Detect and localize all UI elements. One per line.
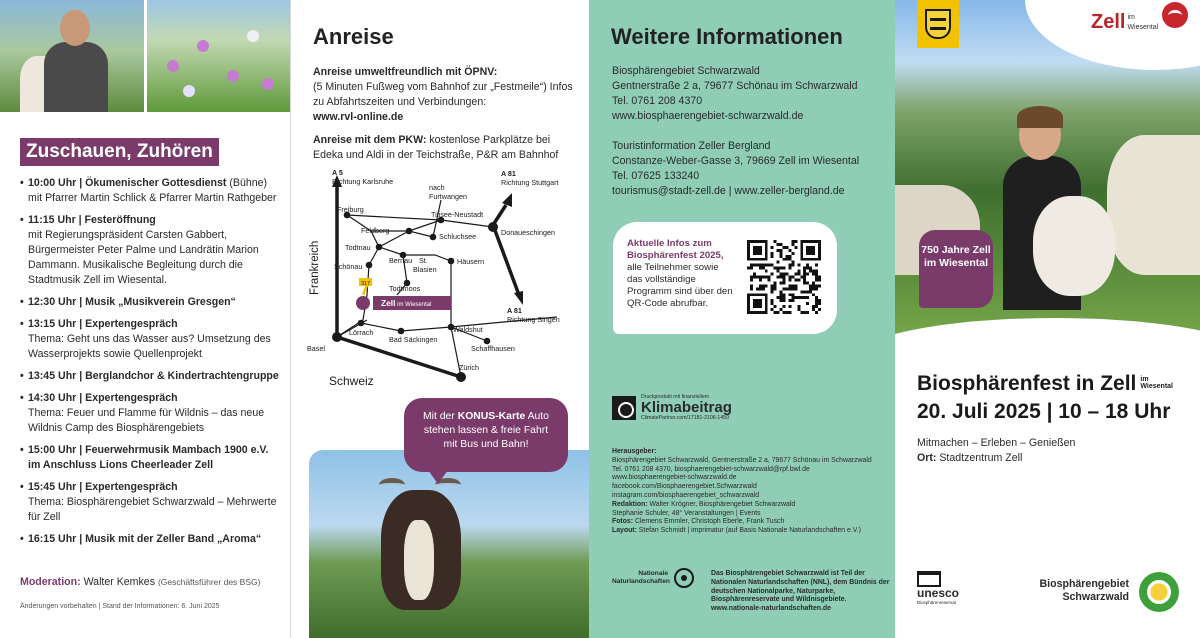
map-city: Todtnau: [345, 243, 371, 252]
header-photos: [0, 0, 291, 112]
map-city: Titisee-Neustadt: [431, 210, 484, 219]
map-country-france: Frankreich: [309, 240, 321, 295]
zell-logo: [1091, 8, 1188, 34]
climate-partner-icon: [612, 396, 636, 420]
map-city: Feldberg: [361, 226, 390, 235]
fest-title-sup1: im: [1140, 376, 1149, 383]
ort-value: Stadtzentrum Zell: [936, 452, 1023, 464]
map-city: Schaffhausen: [471, 344, 515, 353]
bsg-logo-label: Biosphärengebiet Schwarzwald: [1039, 578, 1129, 603]
schedule-item: [20, 391, 282, 436]
map-city: Lörrach: [349, 328, 374, 337]
pkw-text: kostenlose Parkplätze bei Edeka und Aldi in der Teichstraße, P&R am Bahnhof: [313, 134, 559, 161]
schedule-detail: mit Pfarrer Martin Schlick & Pfarrer Martin Rathgeber: [28, 192, 277, 204]
map-label: nach: [429, 183, 445, 192]
qr-card: [613, 222, 837, 334]
anniversary-badge: 750 Jahre Zell im Wiesental: [919, 230, 993, 308]
route-map: [301, 165, 581, 397]
map-label: Richtung Stuttgart: [501, 178, 559, 187]
konus-bubble: [404, 398, 568, 472]
schedule-item: [20, 480, 282, 525]
nnl-text: Das Biosphärengebiet Schwarzwald ist Teil der Nationalen Naturlandschaften (NNL), dem Bündnis der deutschen Nationalparke, Naturparke, Biosphärenreservate und Wildnisgebiete. www.nationale-naturlandschaften.de: [711, 570, 890, 613]
nnl-icon: [674, 568, 694, 588]
state-coat-of-arms-icon: [917, 0, 959, 48]
map-label: A 81: [501, 169, 516, 178]
pkw-label: Anreise mit dem PKW:: [313, 134, 427, 146]
schedule-time-title: 12:30 Uhr | Musik „Musikverein Gresgen“: [28, 296, 236, 308]
opnv-text: (5 Minuten Fußweg vom Bahnhof zur „Festmeile“) Infos zu Abfahrtszeiten und Verbindungen:: [313, 81, 573, 108]
opnv-label: Anreise umweltfreundlich mit ÖPNV:: [313, 66, 498, 78]
unesco-sub: Biosphärenreservat: [917, 600, 957, 605]
tourist-phone: Tel. 07625 133240: [612, 170, 700, 182]
imprint-line: Redaktion: Walter Krögner, Biosphärengebiet Schwarzwald: [612, 500, 796, 508]
map-route-number: 317: [361, 281, 371, 287]
unesco-word: unesco: [917, 586, 960, 600]
schedule-time-title: 16:15 Uhr | Musik mit der Zeller Band „Aroma“: [28, 533, 262, 545]
map-city: Freiburg: [337, 205, 364, 214]
section-title: Zuschauen, Zuhören: [20, 138, 219, 166]
fest-tagline: Mitmachen – Erleben – Genießen: [917, 437, 1076, 449]
schedule-detail: Thema: Geht uns das Wasser aus? Umsetzung des Wasserprojekts sowie Quellenprojekt: [28, 333, 271, 360]
fest-date: 20. Juli 2025 | 10 – 18 Uhr: [917, 400, 1171, 423]
schedule-item: [20, 213, 282, 288]
map-label: A 81: [507, 306, 522, 315]
bubble-text-bold: KONUS-Karte: [457, 411, 526, 422]
schedule-item: [20, 369, 282, 384]
schedule-item: [20, 317, 282, 362]
tourist-address: Constanze-Weber-Gasse 3, 79669 Zell im Wiesental: [612, 155, 860, 167]
imprint-line: Tel. 0761 208 4370, biosphaerengebiet-schwarzwald@rpf.bwl.de: [612, 465, 810, 473]
tourist-email-web[interactable]: tourismus@stadt-zell.de | www.zeller-bergland.de: [612, 185, 845, 197]
map-city: Bad Säckingen: [389, 335, 438, 344]
bsg-website[interactable]: www.biosphaerengebiet-schwarzwald.de: [612, 110, 804, 122]
moderation-name: Walter Kemkes: [80, 576, 158, 588]
map-label: Richtung Singen: [507, 315, 560, 324]
schedule-time-title: 11:15 Uhr | Festeröffnung: [28, 214, 156, 226]
imprint-line: Layout: Stefan Schmidt | imprimatur (auf Basis Nationale Naturlandschaften e.V.): [612, 527, 861, 535]
schedule-list: [20, 176, 282, 554]
schedule-detail: Thema: Biosphärengebiet Schwarzwald – Mehrwerte für Zell: [28, 496, 277, 523]
map-label: A 5: [332, 168, 343, 177]
fest-title: [917, 372, 1173, 396]
travel-info: [313, 65, 575, 171]
map-city: Donaueschingen: [501, 228, 555, 237]
imprint-line: facebook.com/Biosphaerengebiet.Schwarzwald: [612, 483, 757, 491]
tourist-contact: [612, 139, 887, 199]
map-road-a81: [493, 205, 519, 295]
map-label: Furtwangen: [429, 192, 467, 201]
map-city: Todtmoos: [389, 284, 421, 293]
program-panel: [0, 0, 291, 638]
goat-photo: [309, 450, 589, 638]
qr-text-bold: Aktuelle Infos zum Biosphärenfest 2025,: [627, 238, 724, 261]
bsg-contact: [612, 64, 887, 124]
klimabeitrag-logo: [612, 394, 732, 421]
nnl-label: Nationale Naturlandschaften: [612, 570, 670, 585]
cover-panel: [895, 0, 1200, 638]
map-city: Schönau: [334, 262, 363, 271]
schedule-time-title: 13:45 Uhr | Berglandchor & Kindertrachtengruppe: [28, 370, 279, 382]
schedule-time-title: 10:00 Uhr | Ökumenischer Gottesdienst: [28, 177, 227, 189]
bsg-logo-icon: [1139, 572, 1179, 612]
ort-label: Ort:: [917, 452, 937, 464]
bsg-name: Biosphärengebiet Schwarzwald: [612, 65, 760, 77]
imprint-line: instagram.com/biosphaerengebiet_schwarzwald: [612, 491, 760, 499]
map-city: Häusern: [457, 257, 485, 266]
schedule-time-title: 13:15 Uhr | Expertengespräch: [28, 318, 178, 330]
bsg-address: Gentnerstraße 2 a, 79677 Schönau im Schwarzwald: [612, 80, 858, 92]
zell-swirl-icon: [1162, 2, 1188, 28]
map-marker-zell: [356, 296, 370, 310]
imprint-line: www.biosphaerengebiet-schwarzwald.de: [612, 474, 737, 482]
imprint: [612, 448, 887, 536]
info-title: Weitere Informationen: [611, 24, 843, 49]
map-city: Bernau: [389, 256, 413, 265]
fest-title-text: Biosphärenfest in Zell: [917, 372, 1137, 395]
nnl-logo: [612, 568, 694, 588]
tourist-name: Touristinformation Zeller Bergland: [612, 140, 771, 152]
unesco-logo: [917, 571, 975, 605]
bubble-text-post: Auto stehen lassen & freie Fahrt mit Bus und Bahn!: [423, 411, 549, 450]
zell-logo-word: Zell: [1091, 11, 1126, 33]
zell-logo-sub1: im: [1127, 14, 1135, 21]
schedule-time-title: 15:45 Uhr | Expertengespräch: [28, 481, 178, 493]
schedule-item: [20, 443, 282, 473]
map-label: Richtung Karlsruhe: [332, 177, 394, 186]
bubble-text-pre: Mit der: [423, 411, 458, 422]
map-city: Schluchsee: [439, 232, 477, 241]
bsg-phone: Tel. 0761 208 4370: [612, 95, 703, 107]
map-country-switzerland: Schweiz: [329, 374, 374, 388]
klima-small-text: Druckprodukt mit finanziellem: [641, 394, 710, 400]
photo-flower-meadow: [147, 0, 291, 112]
schedule-item: [20, 532, 282, 547]
qr-code[interactable]: [747, 240, 821, 314]
imprint-line: Herausgeber:: [612, 448, 657, 455]
schedule-suffix: (Bühne): [226, 177, 268, 189]
map-city: Basel: [307, 344, 325, 353]
map-city: St.: [419, 256, 428, 265]
imprint-line: Stephanie Schuler, 48° Veranstaltungen | Events: [612, 509, 761, 517]
travel-title: Anreise: [313, 24, 394, 49]
map-city: Waldshut: [453, 325, 483, 334]
map-zell-label: Zell im Wiesental: [381, 298, 432, 308]
zell-logo-sub2: Wiesental: [1127, 24, 1159, 31]
schedule-detail: mit Regierungspräsident Carsten Gabbert, Bürgermeister Peter Palme und Landrätin Marion Dammann. Musikalische Begleitung durch die Stadtmusik Zell im Wiesental.: [28, 229, 259, 286]
unesco-temple-icon: [917, 571, 941, 587]
map-city: Blasien: [413, 265, 437, 274]
moderation-label: Moderation:: [20, 576, 81, 588]
qr-text-body: alle Teilnehmer sowie das vollständige Programm sind über den QR-Code abrufbar.: [627, 262, 733, 309]
schedule-time-title: 15:00 Uhr | Feuerwehrmusik Mambach 1900 e.V. im Anschluss Lions Cheerleader Zell: [28, 444, 269, 471]
schedule-time-title: 14:30 Uhr | Expertengespräch: [28, 392, 178, 404]
fest-title-sup2: Wiesental: [1140, 383, 1173, 390]
info-panel: [589, 0, 895, 638]
travel-panel: [291, 0, 589, 638]
moderation-note: (Geschäftsführer des BSG): [157, 577, 261, 587]
klima-id: ClimatePartner.com/17181-2106-1450: [641, 415, 729, 421]
fest-details: [917, 436, 1075, 466]
qr-text: [627, 238, 735, 310]
imprint-line: Fotos: Clemens Emmler, Christoph Eberle, Frank Tusch: [612, 518, 785, 526]
opnv-link[interactable]: www.rvl-online.de: [313, 111, 404, 123]
moderation: [20, 576, 260, 588]
imprint-line: Biosphärengebiet Schwarzwald, Gentnerstraße 2 a, 79677 Schönau im Schwarzwald: [612, 456, 872, 464]
map-city: Zürich: [459, 363, 479, 372]
klima-title: Klimabeitrag: [641, 399, 732, 416]
footnote: Änderungen vorbehalten | Stand der Informationen: 6. Juni 2025: [20, 603, 220, 610]
schedule-item: [20, 295, 282, 310]
schedule-detail: Thema: Feuer und Flamme für Wildnis – das neue Wildnis Camp des Biosphärengebiets: [28, 407, 265, 434]
schedule-item: [20, 176, 282, 206]
photo-man-with-goat: [0, 0, 144, 112]
